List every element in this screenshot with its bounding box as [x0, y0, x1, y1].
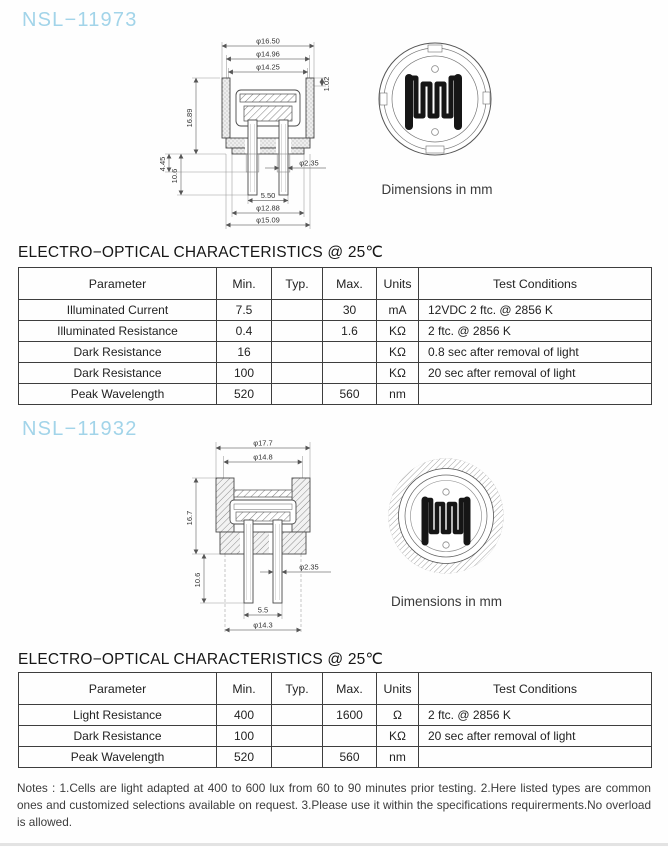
notes-text: Notes : 1.Cells are light adapted at 400 to 600 lux from 60 to 90 minutes prior testing. 2.Here listed types are common ones and customized selections available on request. 3.Please use it within the specifications requirerments.No overload is allowed. [17, 781, 651, 829]
dimension-label: φ17.7 [253, 438, 273, 448]
table-cell [272, 384, 323, 405]
table-body [19, 705, 652, 768]
table-cell: Ω [377, 705, 419, 726]
table-header-cell: Min. [217, 673, 272, 705]
extension-lines [165, 42, 326, 229]
dimension-labels [158, 37, 331, 225]
dimension-label: φ16.50 [256, 36, 280, 46]
dimension-label: φ2.35 [299, 562, 319, 572]
table-body [19, 300, 652, 405]
table-cell: 20 sec after removal of light [419, 363, 652, 384]
table-cell [272, 321, 323, 342]
table-cell [323, 363, 377, 384]
part-number-title-2: NSL−11932 [22, 418, 138, 440]
table-cell: KΩ [377, 342, 419, 363]
table-cell: 30 [323, 300, 377, 321]
table-row [19, 342, 652, 363]
dimension-label: 10.6 [170, 168, 179, 184]
table-cell: 20 sec after removal of light [419, 726, 652, 747]
top-view-drawing-2 [386, 456, 506, 576]
table-header-cell: Units [377, 673, 419, 705]
table-cell: 12VDC 2 ftc. @ 2856 K [419, 300, 652, 321]
table-cell [419, 384, 652, 405]
dimensions-note-1: Dimensions in mm [381, 182, 493, 197]
table-row [19, 300, 652, 321]
dimension-label: φ15.09 [256, 215, 280, 225]
table-cell: 400 [217, 705, 272, 726]
characteristics-heading-1: ELECTRO−OPTICAL CHARACTERISTICS @ 25℃ [18, 244, 384, 261]
characteristics-table-2 [18, 672, 652, 768]
cell-element [236, 90, 300, 126]
table-cell: Peak Wavelength [19, 747, 217, 768]
characteristics-heading-2: ELECTRO−OPTICAL CHARACTERISTICS @ 25℃ [18, 651, 384, 668]
top-view-drawing-1 [376, 38, 498, 160]
table-cell: 2 ftc. @ 2856 K [419, 321, 652, 342]
table-header-cell: Typ. [272, 673, 323, 705]
dimension-label: 10.6 [193, 572, 202, 588]
table-cell [419, 747, 652, 768]
leads [246, 120, 290, 195]
table-cell: 100 [217, 363, 272, 384]
table-header-cell: Max. [323, 673, 377, 705]
table-cell: KΩ [377, 363, 419, 384]
table-cell: 2 ftc. @ 2856 K [419, 705, 652, 726]
dimension-label: φ2.35 [299, 158, 319, 168]
table-cell: Light Resistance [19, 705, 217, 726]
table-cell: KΩ [377, 321, 419, 342]
table-header-cell: Test Conditions [419, 268, 652, 300]
table-cell: Peak Wavelength [19, 384, 217, 405]
dimension-lines [169, 46, 326, 225]
dimension-label: φ14.8 [253, 452, 273, 462]
table-cell: 1.6 [323, 321, 377, 342]
table-cell: 520 [217, 747, 272, 768]
table-row [19, 747, 652, 768]
dimension-label: φ14.25 [256, 62, 280, 72]
dimensions-note-2: Dimensions in mm [390, 594, 503, 609]
side-view-drawing-1 [152, 32, 357, 237]
table-cell [272, 747, 323, 768]
table-cell: 100 [217, 726, 272, 747]
characteristics-table-1 [18, 267, 652, 405]
table-cell: 16 [217, 342, 272, 363]
table-header-row [19, 673, 652, 705]
dimension-label: 16.89 [185, 108, 194, 128]
table-cell: Dark Resistance [19, 363, 217, 384]
table-header-cell: Test Conditions [419, 673, 652, 705]
table-cell [272, 726, 323, 747]
dimension-label: φ14.96 [256, 49, 280, 59]
dimension-label: 5.5 [257, 605, 269, 615]
table-cell [272, 342, 323, 363]
table-cell [272, 363, 323, 384]
table-header-cell: Typ. [272, 268, 323, 300]
table-cell [272, 300, 323, 321]
table-row [19, 705, 652, 726]
table-header-cell: Units [377, 268, 419, 300]
dimension-label: 5.50 [260, 191, 276, 200]
table-cell: Illuminated Resistance [19, 321, 217, 342]
mount-hole [432, 66, 439, 73]
table-header-cell: Min. [217, 268, 272, 300]
table-header-cell: Parameter [19, 268, 217, 300]
table-row [19, 321, 652, 342]
table-cell: 560 [323, 747, 377, 768]
table-header-cell: Parameter [19, 673, 217, 705]
dimension-label: φ12.88 [256, 203, 280, 213]
table-row [19, 363, 652, 384]
table-cell: Dark Resistance [19, 342, 217, 363]
table-cell [323, 342, 377, 363]
dimension-label: 1.02 [322, 76, 331, 92]
table-cell [272, 705, 323, 726]
table-cell [323, 726, 377, 747]
table-cell: 560 [323, 384, 377, 405]
table-cell: nm [377, 384, 419, 405]
table-cell: mA [377, 300, 419, 321]
table-cell: 7.5 [217, 300, 272, 321]
table-header-row [19, 268, 652, 300]
table-cell: 0.8 sec after removal of light [419, 342, 652, 363]
mount-hole [443, 489, 449, 495]
table-cell: nm [377, 747, 419, 768]
table-cell: KΩ [377, 726, 419, 747]
table-cell: 1600 [323, 705, 377, 726]
cell-element [230, 490, 296, 524]
dimension-label: 16.7 [185, 510, 194, 526]
mount-hole [443, 542, 449, 548]
part-number-title-1: NSL−11973 [22, 9, 138, 31]
table-header-cell: Max. [323, 268, 377, 300]
dimension-label: φ14.3 [253, 620, 273, 630]
table-row [19, 726, 652, 747]
dimension-label: 4.45 [158, 156, 167, 172]
table-cell: Illuminated Current [19, 300, 217, 321]
table-cell: Dark Resistance [19, 726, 217, 747]
table-cell: 0.4 [217, 321, 272, 342]
mount-hole [432, 129, 439, 136]
table-row [19, 384, 652, 405]
table-cell: 520 [217, 384, 272, 405]
side-view-drawing-2 [176, 430, 386, 645]
bottom-edge-strip [0, 843, 668, 846]
